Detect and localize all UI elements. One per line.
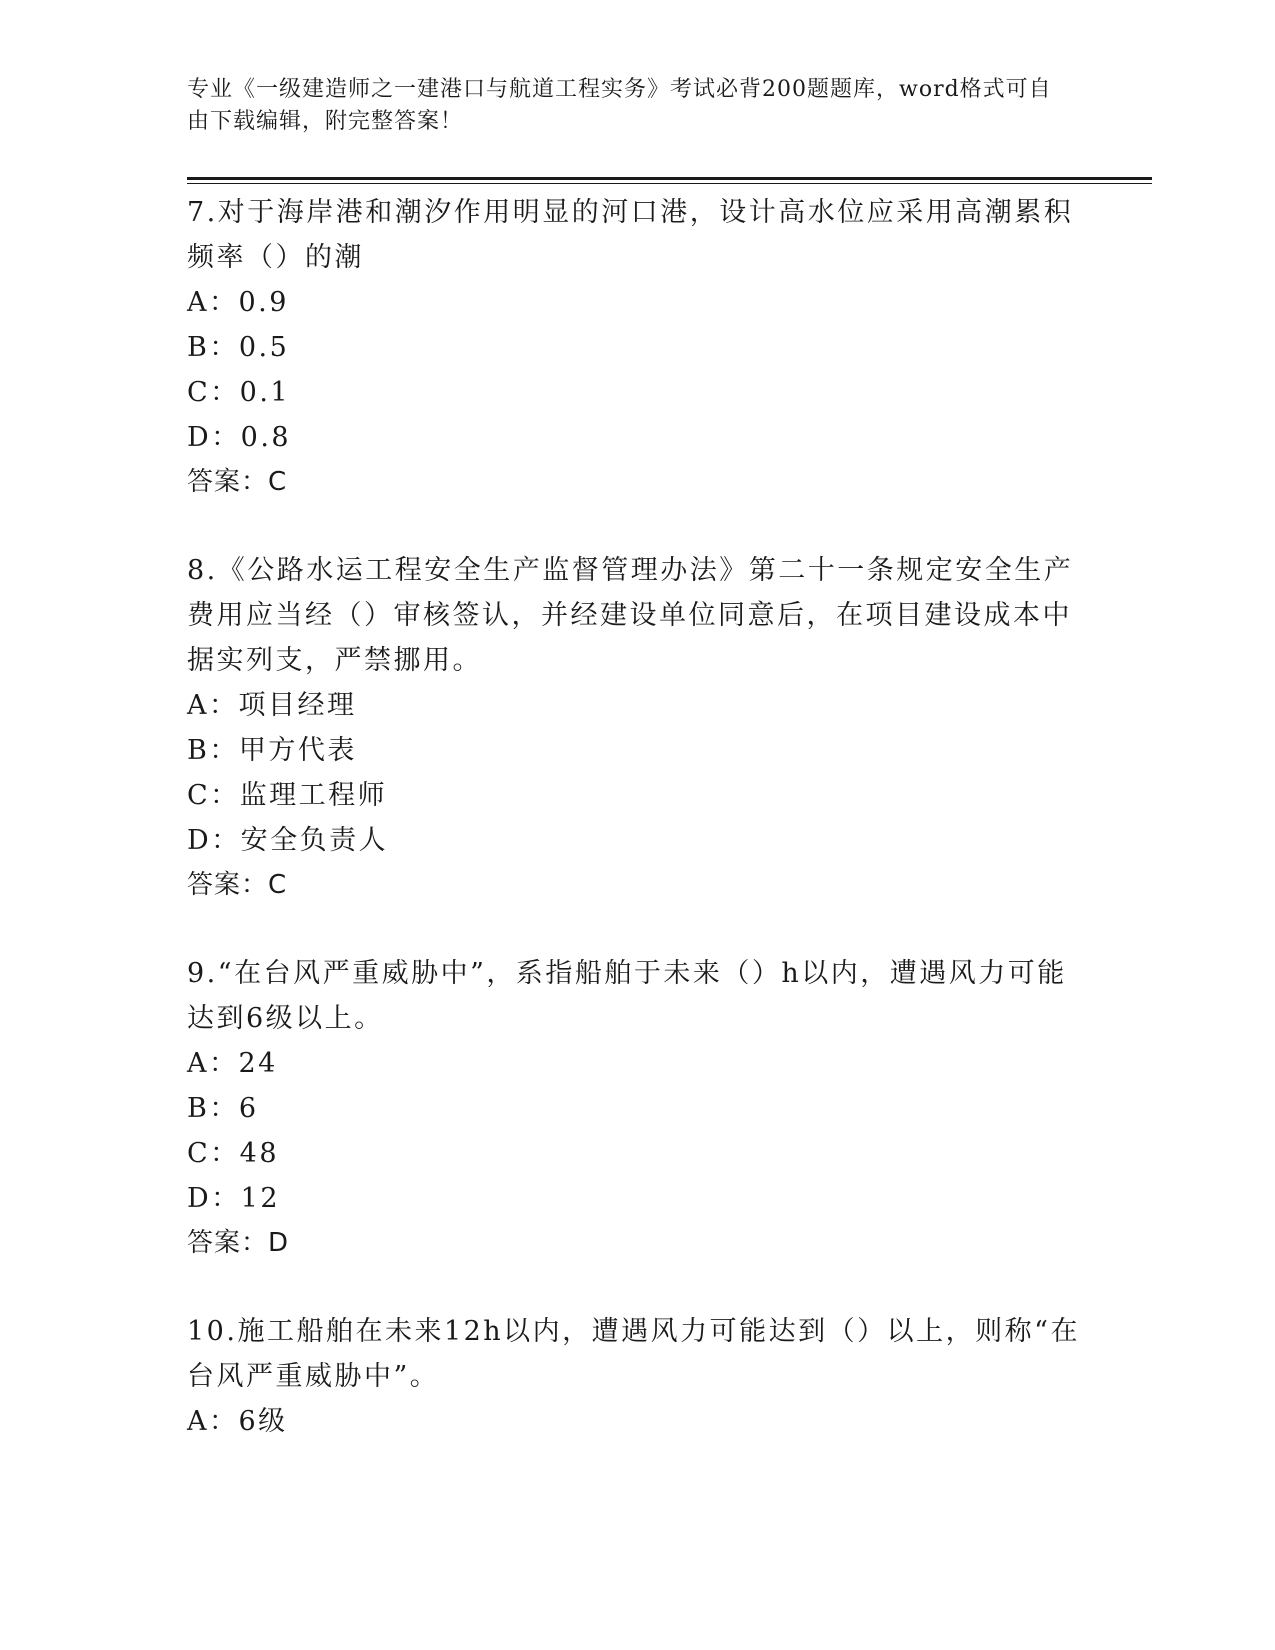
question-9 bbox=[187, 951, 1087, 1265]
option-b: B：0.5 bbox=[187, 332, 290, 363]
option-b: B：甲方代表 bbox=[187, 735, 357, 766]
document-header bbox=[187, 74, 1067, 138]
answer-line: 答案：C bbox=[187, 870, 288, 900]
option-d: D：12 bbox=[187, 1183, 281, 1214]
option-c: C：监理工程师 bbox=[187, 780, 388, 811]
option-c: C：48 bbox=[187, 1138, 280, 1169]
option-d: D：安全负责人 bbox=[187, 825, 389, 856]
answer-line: 答案：D bbox=[187, 1228, 290, 1258]
option-a: A：0.9 bbox=[187, 287, 289, 318]
header-title: 专业《一级建造师之一建港口与航道工程实务》考试必背200题题库，word格式可自由下载编辑，附完整答案！ bbox=[187, 77, 1052, 134]
option-a: A：项目经理 bbox=[187, 690, 357, 721]
question-text: 8.《公路水运工程安全生产监督管理办法》第二十一条规定安全生产费用应当经（）审核签认，并经建设单位同意后，在项目建设成本中据实列支，严禁挪用。 bbox=[187, 555, 1074, 676]
question-10 bbox=[187, 1309, 1087, 1444]
option-a: A：24 bbox=[187, 1048, 278, 1079]
question-text: 9.“在台风严重威胁中”，系指船舶于未来（）h以内，遭遇风力可能达到6级以上。 bbox=[187, 958, 1067, 1034]
question-text: 7.对于海岸港和潮汐作用明显的河口港，设计高水位应采用高潮累积频率（）的潮 bbox=[187, 197, 1074, 273]
option-c: C：0.1 bbox=[187, 377, 291, 408]
question-list bbox=[187, 190, 1087, 1488]
question-7 bbox=[187, 190, 1087, 504]
answer-line: 答案：C bbox=[187, 467, 288, 497]
option-d: D：0.8 bbox=[187, 422, 292, 453]
question-8 bbox=[187, 548, 1087, 907]
header-divider-thin bbox=[187, 183, 1152, 184]
option-b: B：6 bbox=[187, 1093, 259, 1124]
option-a: A：6级 bbox=[187, 1406, 288, 1437]
header-divider-thick bbox=[187, 177, 1152, 180]
question-text: 10.施工船舶在未来12h以内，遭遇风力可能达到（）以上，则称“在台风严重威胁中”。 bbox=[187, 1316, 1080, 1392]
